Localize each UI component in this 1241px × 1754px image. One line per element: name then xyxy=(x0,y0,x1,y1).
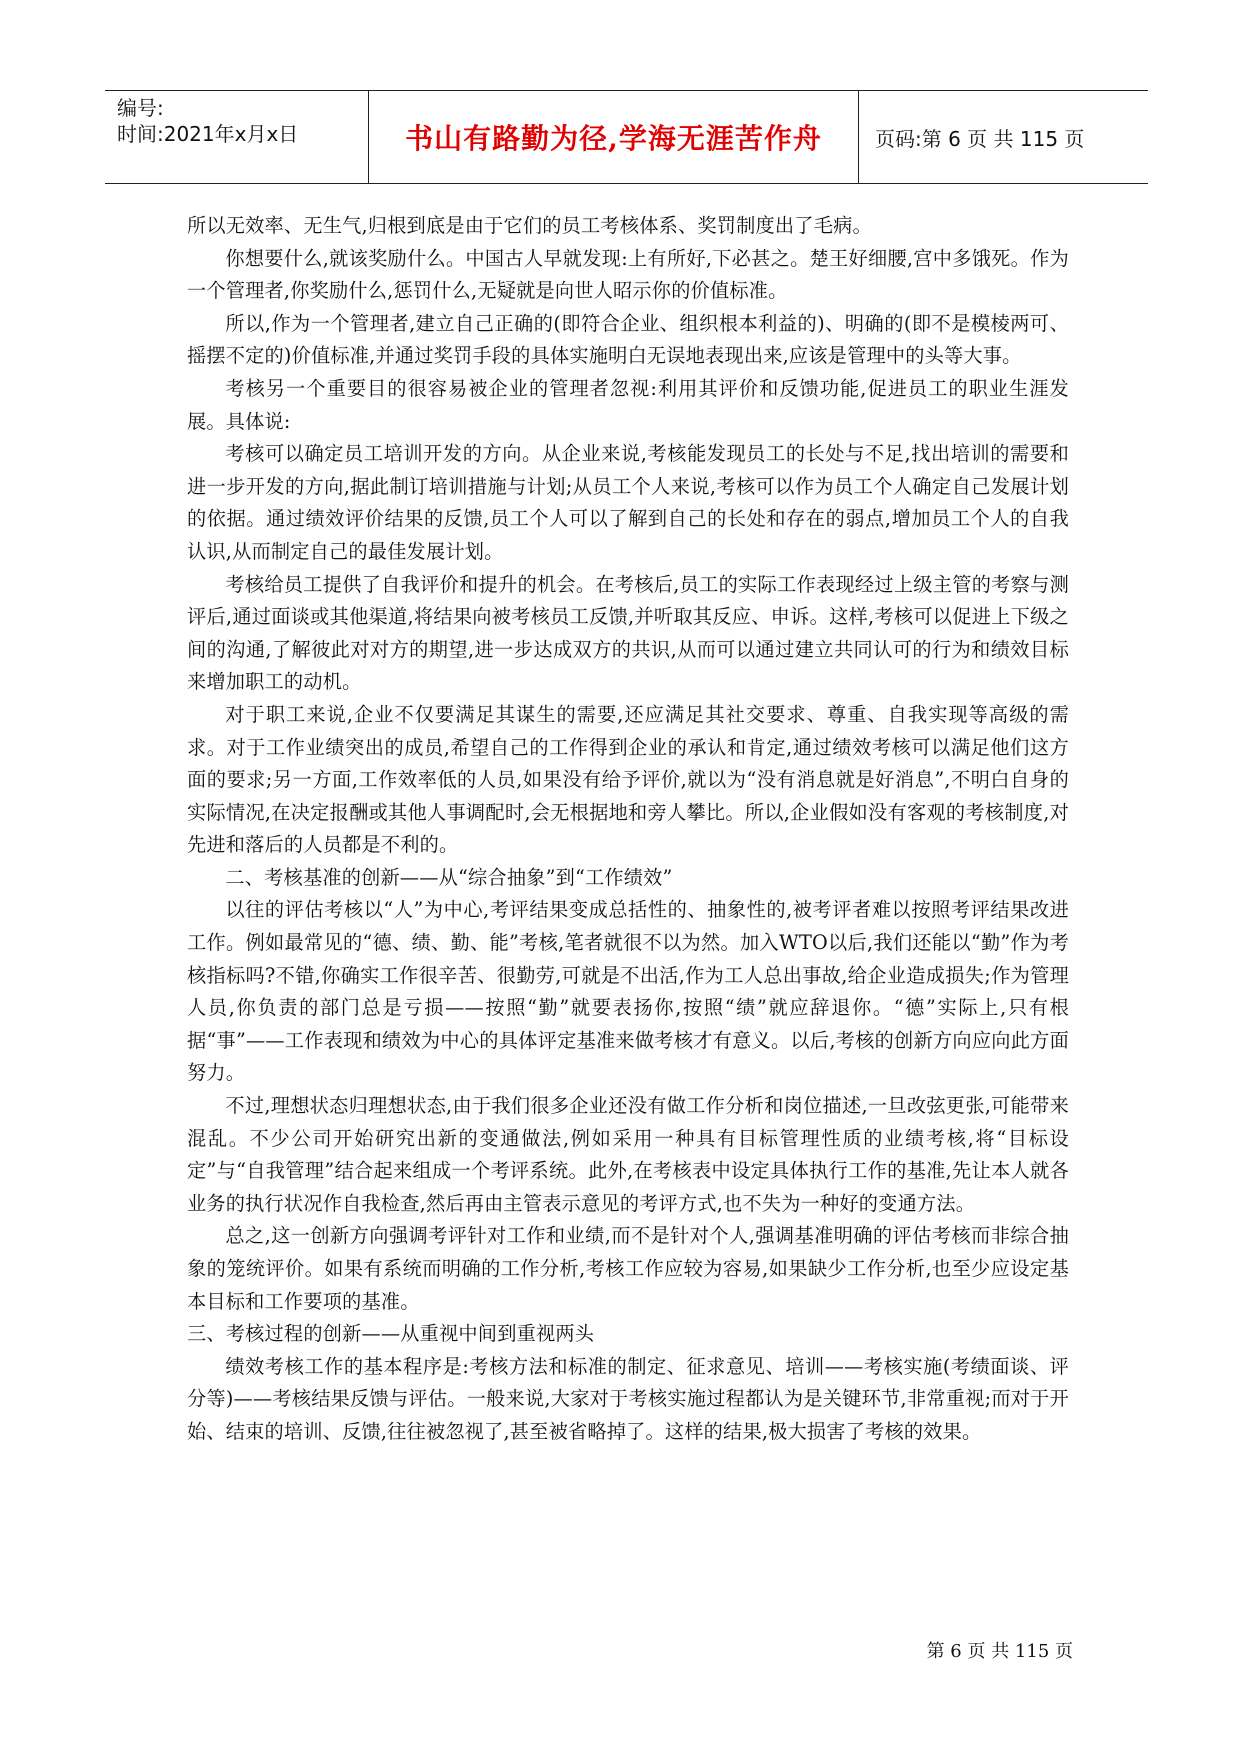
page-footer xyxy=(893,1637,1073,1663)
body-paragraph: 你想要什么,就该奖励什么。中国古人早就发现:上有所好,下必甚之。楚王好细腰,宫中多饿死。作为一个管理者,你奖励什么,惩罚什么,无疑就是向世人昭示你的价值标准。 xyxy=(187,246,1069,303)
page-header xyxy=(105,90,1148,184)
header-info-cell xyxy=(105,91,369,183)
footer-page-info: 第 6 页 共 115 页 xyxy=(926,1641,1073,1662)
header-motto-cell xyxy=(369,91,859,183)
body-paragraph: 考核可以确定员工培训开发的方向。从企业来说,考核能发现员工的长处与不足,找出培训的需要和进一步开发的方向,据此制订培训措施与计划;从员工个人来说,考核可以作为员工个人确定自己发展计划的依据。通过绩效评价结果的反馈,员工个人可以了解到自己的长处和存在的弱点,增加员工个人的自我认识,从而制定自己的最佳发展计划。 xyxy=(187,442,1069,563)
section-heading: 三、考核过程的创新——从重视中间到重视两头 xyxy=(187,1322,595,1346)
body-paragraph: 不过,理想状态归理想状态,由于我们很多企业还没有做工作分析和岗位描述,一旦改弦更张,可能带来混乱。不少公司开始研究出新的变通做法,例如采用一种具有目标管理性质的业绩考核,将“目标设定”与“自我管理”结合起来组成一个考评系统。此外,在考核表中设定具体执行工作的基准,先让本人就各业务的执行状况作自我检查,然后再由主管表示意见的考评方式,也不失为一种好的变通方法。 xyxy=(187,1094,1069,1215)
body-paragraph: 绩效考核工作的基本程序是:考核方法和标准的制定、征求意见、培训——考核实施(考绩面谈、评分等)——考核结果反馈与评估。一般来说,大家对于考核实施过程都认为是关键环节,非常重视;而对于开始、结束的培训、反馈,往往被忽视了,甚至被省略掉了。这样的结果,极大损害了考核的效果。 xyxy=(187,1354,1069,1443)
header-motto: 书山有路勤为径,学海无涯苦作舟 xyxy=(405,122,822,155)
document-body xyxy=(187,210,1069,1449)
body-paragraph: 总之,这一创新方向强调考评针对工作和业绩,而不是针对个人,强调基准明确的评估考核而非综合抽象的笼统评价。如果有系统而明确的工作分析,考核工作应较为容易,如果缺少工作分析,也至少应设定基本目标和工作要项的基准。 xyxy=(187,1224,1069,1313)
body-paragraph: 所以无效率、无生气,归根到底是由于它们的员工考核体系、奖罚制度出了毛病。 xyxy=(187,214,872,237)
document-number-label: 编号: xyxy=(117,96,164,120)
header-page-cell xyxy=(859,91,1148,183)
body-paragraph: 以往的评估考核以“人”为中心,考评结果变成总括性的、抽象性的,被考评者难以按照考评结果改进工作。例如最常见的“德、绩、勤、能”考核,笔者就很不以为然。加入WTO以后,我们还能以“勤”作为考核指标吗?不错,你确实工作很辛苦、很勤劳,可就是不出活,作为工人总出事故,给企业造成损失;作为管理人员,你负责的部门总是亏损——按照“勤”就要表扬你,按照“绩”就应辞退你。“德”实际上,只有根据“事”——工作表现和绩效为中心的具体评定基准来做考核才有意义。以后,考核的创新方向应向此方面努力。 xyxy=(187,898,1069,1085)
header-page-code: 页码:第 6 页 共 115 页 xyxy=(875,126,1085,151)
body-paragraph: 所以,作为一个管理者,建立自己正确的(即符合企业、组织根本利益的)、明确的(即不是模棱两可、摇摆不定的)价值标准,并通过奖罚手段的具体实施明白无误地表现出来,应该是管理中的头等大事。 xyxy=(187,311,1069,368)
section-heading: 二、考核基准的创新——从“综合抽象”到“工作绩效” xyxy=(225,865,673,889)
body-paragraph: 考核给员工提供了自我评价和提升的机会。在考核后,员工的实际工作表现经过上级主管的考察与测评后,通过面谈或其他渠道,将结果向被考核员工反馈,并听取其反应、申诉。这样,考核可以促进上下级之间的沟通,了解彼此对对方的期望,进一步达成双方的共识,从而可以通过建立共同认可的行为和绩效目标来增加职工的动机。 xyxy=(187,572,1069,694)
document-time-label: 时间:2021年x月x日 xyxy=(117,122,299,146)
body-paragraph: 考核另一个重要目的很容易被企业的管理者忽视:利用其评价和反馈功能,促进员工的职业生涯发展。具体说: xyxy=(187,376,1069,433)
body-paragraph: 对于职工来说,企业不仅要满足其谋生的需要,还应满足其社交要求、尊重、自我实现等高级的需求。对于工作业绩突出的成员,希望自己的工作得到企业的承认和肯定,通过绩效考核可以满足他们这方面的要求;另一方面,工作效率低的人员,如果没有给予评价,就以为“没有消息就是好消息”,不明白自身的实际情况,在决定报酬或其他人事调配时,会无根据地和旁人攀比。所以,企业假如没有客观的考核制度,对先进和落后的人员都是不利的。 xyxy=(187,702,1069,857)
